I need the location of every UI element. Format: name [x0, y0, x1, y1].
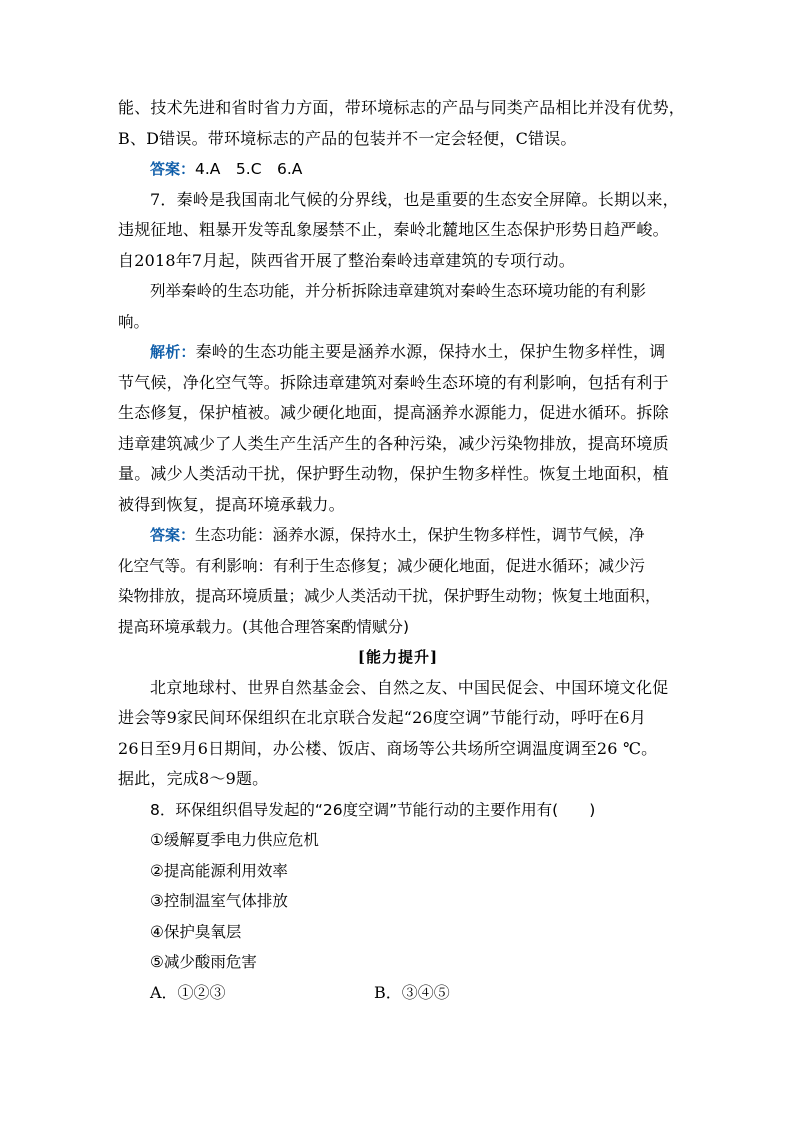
q7-answer-line	[118, 520, 678, 551]
q7-analysis-line: 节气候，净化空气等。拆除违章建筑对秦岭生态环境的有利影响，包括有利于	[118, 372, 669, 392]
q7-task-line: 响。	[118, 312, 150, 331]
section-title: [能力提升]	[357, 648, 439, 666]
q8-item: ②提高能源利用效率	[150, 861, 288, 880]
analysis-label: 解析：	[150, 343, 196, 361]
q7-analysis-line	[118, 337, 678, 368]
q7-analysis-line: 量。减少人类活动干扰，保护野生动物，保护生物多样性。恢复土地面积，植	[118, 464, 669, 483]
q7-analysis-line: 被得到恢复，提高环境承载力。	[118, 494, 345, 514]
explanation-prev-line: B、D错误。带环境标志的产品的包装并不一定会轻便，C错误。	[118, 128, 577, 148]
q7-answer-line: 提高环境承载力。(其他合理答案酌情赋分)	[118, 617, 410, 636]
q7-answer-line: 化空气等。有利影响：有利于生态修复；减少硬化地面，促进水循环；减少污	[118, 556, 646, 575]
answer-label: 答案：	[150, 526, 196, 544]
section-intro-line: 26日至9月6日期间，办公楼、饭店、商场等公共场所空调温度调至26 ℃。	[118, 738, 658, 758]
option-b: B．③④⑤	[374, 982, 450, 1002]
explanation-prev-line: 能、技术先进和省时省力方面，带环境标志的产品与同类产品相比并没有优势，	[118, 98, 686, 117]
q7-stem-line: 违规征地、粗暴开发等乱象屡禁不止，秦岭北麓地区生态保护形势日趋严峻。	[118, 220, 669, 239]
section-intro-line: 进会等9家民间环保组织在北京联合发起“26度空调”节能行动，呼吁在6月	[118, 708, 647, 727]
answer-text: 生态功能：涵养水源，保持水土，保护生物多样性，调节气候，净	[195, 526, 645, 544]
q7-analysis-line: 生态修复，保护植被。减少硬化地面，提高涵养水源能力，促进水循环。拆除	[118, 403, 669, 422]
section-intro-line: 北京地球村、世界自然基金会、自然之友、中国民促会、中国环境文化促	[150, 677, 669, 697]
document-page	[118, 93, 686, 1008]
q8-item: ①缓解夏季电力供应危机	[150, 831, 319, 849]
q7-answer-line: 染物排放，提高环境质量；减少人类活动干扰，保护野生动物；恢复土地面积，	[118, 587, 661, 605]
analysis-text: 秦岭的生态功能主要是涵养水源，保持水土，保护生物多样性，调	[195, 342, 666, 361]
q8-stem: 8．环保组织倡导发起的“26度空调”节能行动的主要作用有( )	[150, 800, 596, 819]
q7-stem-line: 自2018年7月起，陕西省开展了整治秦岭违章建筑的专项行动。	[118, 250, 575, 270]
q7-stem-line: 7．秦岭是我国南北气候的分界线，也是重要的生态安全屏障。长期以来，	[150, 189, 679, 209]
answer-label: 答案：	[150, 160, 196, 178]
q8-item: ④保护臭氧层	[150, 922, 242, 941]
answer-4-6	[118, 154, 678, 185]
q8-options	[118, 978, 678, 1009]
q8-item: ③控制温室气体排放	[150, 892, 288, 910]
answer-text: 4.A 5.C 6.A	[195, 160, 303, 178]
option-a: A．①②③	[150, 982, 226, 1002]
q7-task-line: 列举秦岭的生态功能，并分析拆除违章建筑对秦岭生态环境功能的有利影	[150, 282, 647, 300]
q8-item: ⑤减少酸雨危害	[150, 953, 257, 971]
q7-analysis-line: 违章建筑减少了人类生产生活产生的各种污染，减少污染物排放，提高环境质	[118, 433, 669, 453]
section-intro-line: 据此，完成8～9题。	[118, 769, 269, 788]
